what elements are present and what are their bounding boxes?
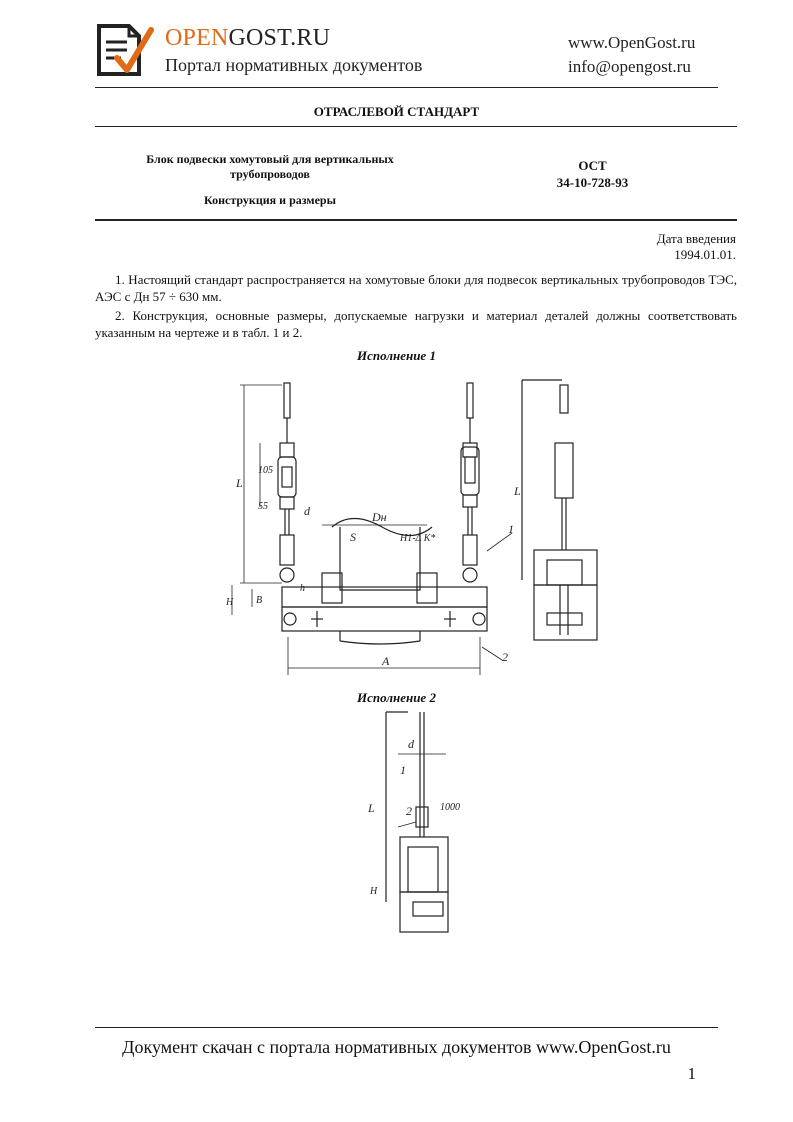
- dim-label-B: B: [256, 595, 263, 606]
- dim-label-105: 105: [258, 465, 273, 476]
- left-hanger-rod: [278, 383, 296, 582]
- position-label-1: 1: [508, 522, 514, 536]
- site-url-link[interactable]: www.OpenGost.ru: [568, 33, 696, 52]
- brand-open: OPEN: [165, 25, 229, 51]
- drawing2-dim-label-H: H: [370, 886, 378, 897]
- page-number: 1: [687, 1064, 696, 1083]
- right-hanger-rod: [461, 383, 479, 582]
- dim-label-A: A: [382, 654, 390, 668]
- opengost-logo-icon: [95, 22, 153, 78]
- side-view: [522, 380, 597, 640]
- ost-label: ОСТ: [578, 158, 607, 173]
- title-top-rule: [95, 126, 737, 127]
- brand-name: [165, 25, 330, 52]
- drawing-execution-2: [358, 712, 460, 962]
- drawing2-position-label-2: 2: [406, 804, 412, 818]
- dim-label-H: H: [226, 597, 234, 608]
- introduction-date-label: Дата введения: [656, 231, 736, 246]
- ost-number: 34-10-728-93: [556, 175, 629, 190]
- dim-label-L: L: [236, 476, 243, 490]
- brand-gost: GOST.RU: [228, 25, 331, 51]
- paragraph-1: 1. Настоящий стандарт распространяется на хомутовые блоки для подвесок вертикальных трубопроводов ТЭС, АЭС с Дн 57 ÷ 630 мм.: [95, 272, 737, 304]
- brand-subtitle: Портал нормативных документов: [165, 55, 423, 75]
- drawing2-dim-label-d: d: [408, 737, 414, 751]
- standard-type: ОТРАСЛЕВОЙ СТАНДАРТ: [313, 104, 480, 119]
- dim-label-s: S: [350, 530, 356, 544]
- footer-divider: [95, 1027, 718, 1028]
- caption-execution-1: Исполнение 1: [357, 348, 436, 363]
- drawing2-dim-label-1000: 1000: [440, 802, 460, 813]
- standard-subtitle: Конструкция и размеры: [204, 193, 336, 207]
- introduction-date-value: 1994.01.01.: [674, 247, 736, 262]
- dim-label-dn: Dн: [372, 510, 387, 524]
- weld-symbol-label: Н1-Δ К*: [400, 533, 436, 544]
- dim-label-d: d: [304, 504, 310, 518]
- header-divider: [95, 87, 718, 88]
- paragraph-2: 2. Конструкция, основные размеры, допускаемые нагрузки и материал деталей должны соответствовать указанным на чертеже и в табл. 1 и 2.: [95, 308, 737, 340]
- standard-title: Блок подвески хомутовый для вертикальных трубопроводов: [146, 152, 394, 181]
- dim-label-h: h: [300, 583, 305, 594]
- dim-label-55: 55: [258, 501, 268, 512]
- footer-text: Документ скачан с портала нормативных документов www.OpenGost.ru: [122, 1037, 671, 1057]
- drawing2-position-label-1: 1: [400, 763, 406, 777]
- drawing2-dim-label-L: L: [368, 801, 375, 815]
- caption-execution-2: Исполнение 2: [357, 690, 436, 705]
- position-label-2: 2: [502, 650, 508, 664]
- title-bottom-rule: [95, 219, 737, 221]
- site-email-link[interactable]: info@opengost.ru: [568, 57, 691, 76]
- clamp-body: [282, 519, 487, 645]
- drawing-execution-1: [222, 375, 612, 680]
- side-dim-label-L: L: [514, 484, 521, 498]
